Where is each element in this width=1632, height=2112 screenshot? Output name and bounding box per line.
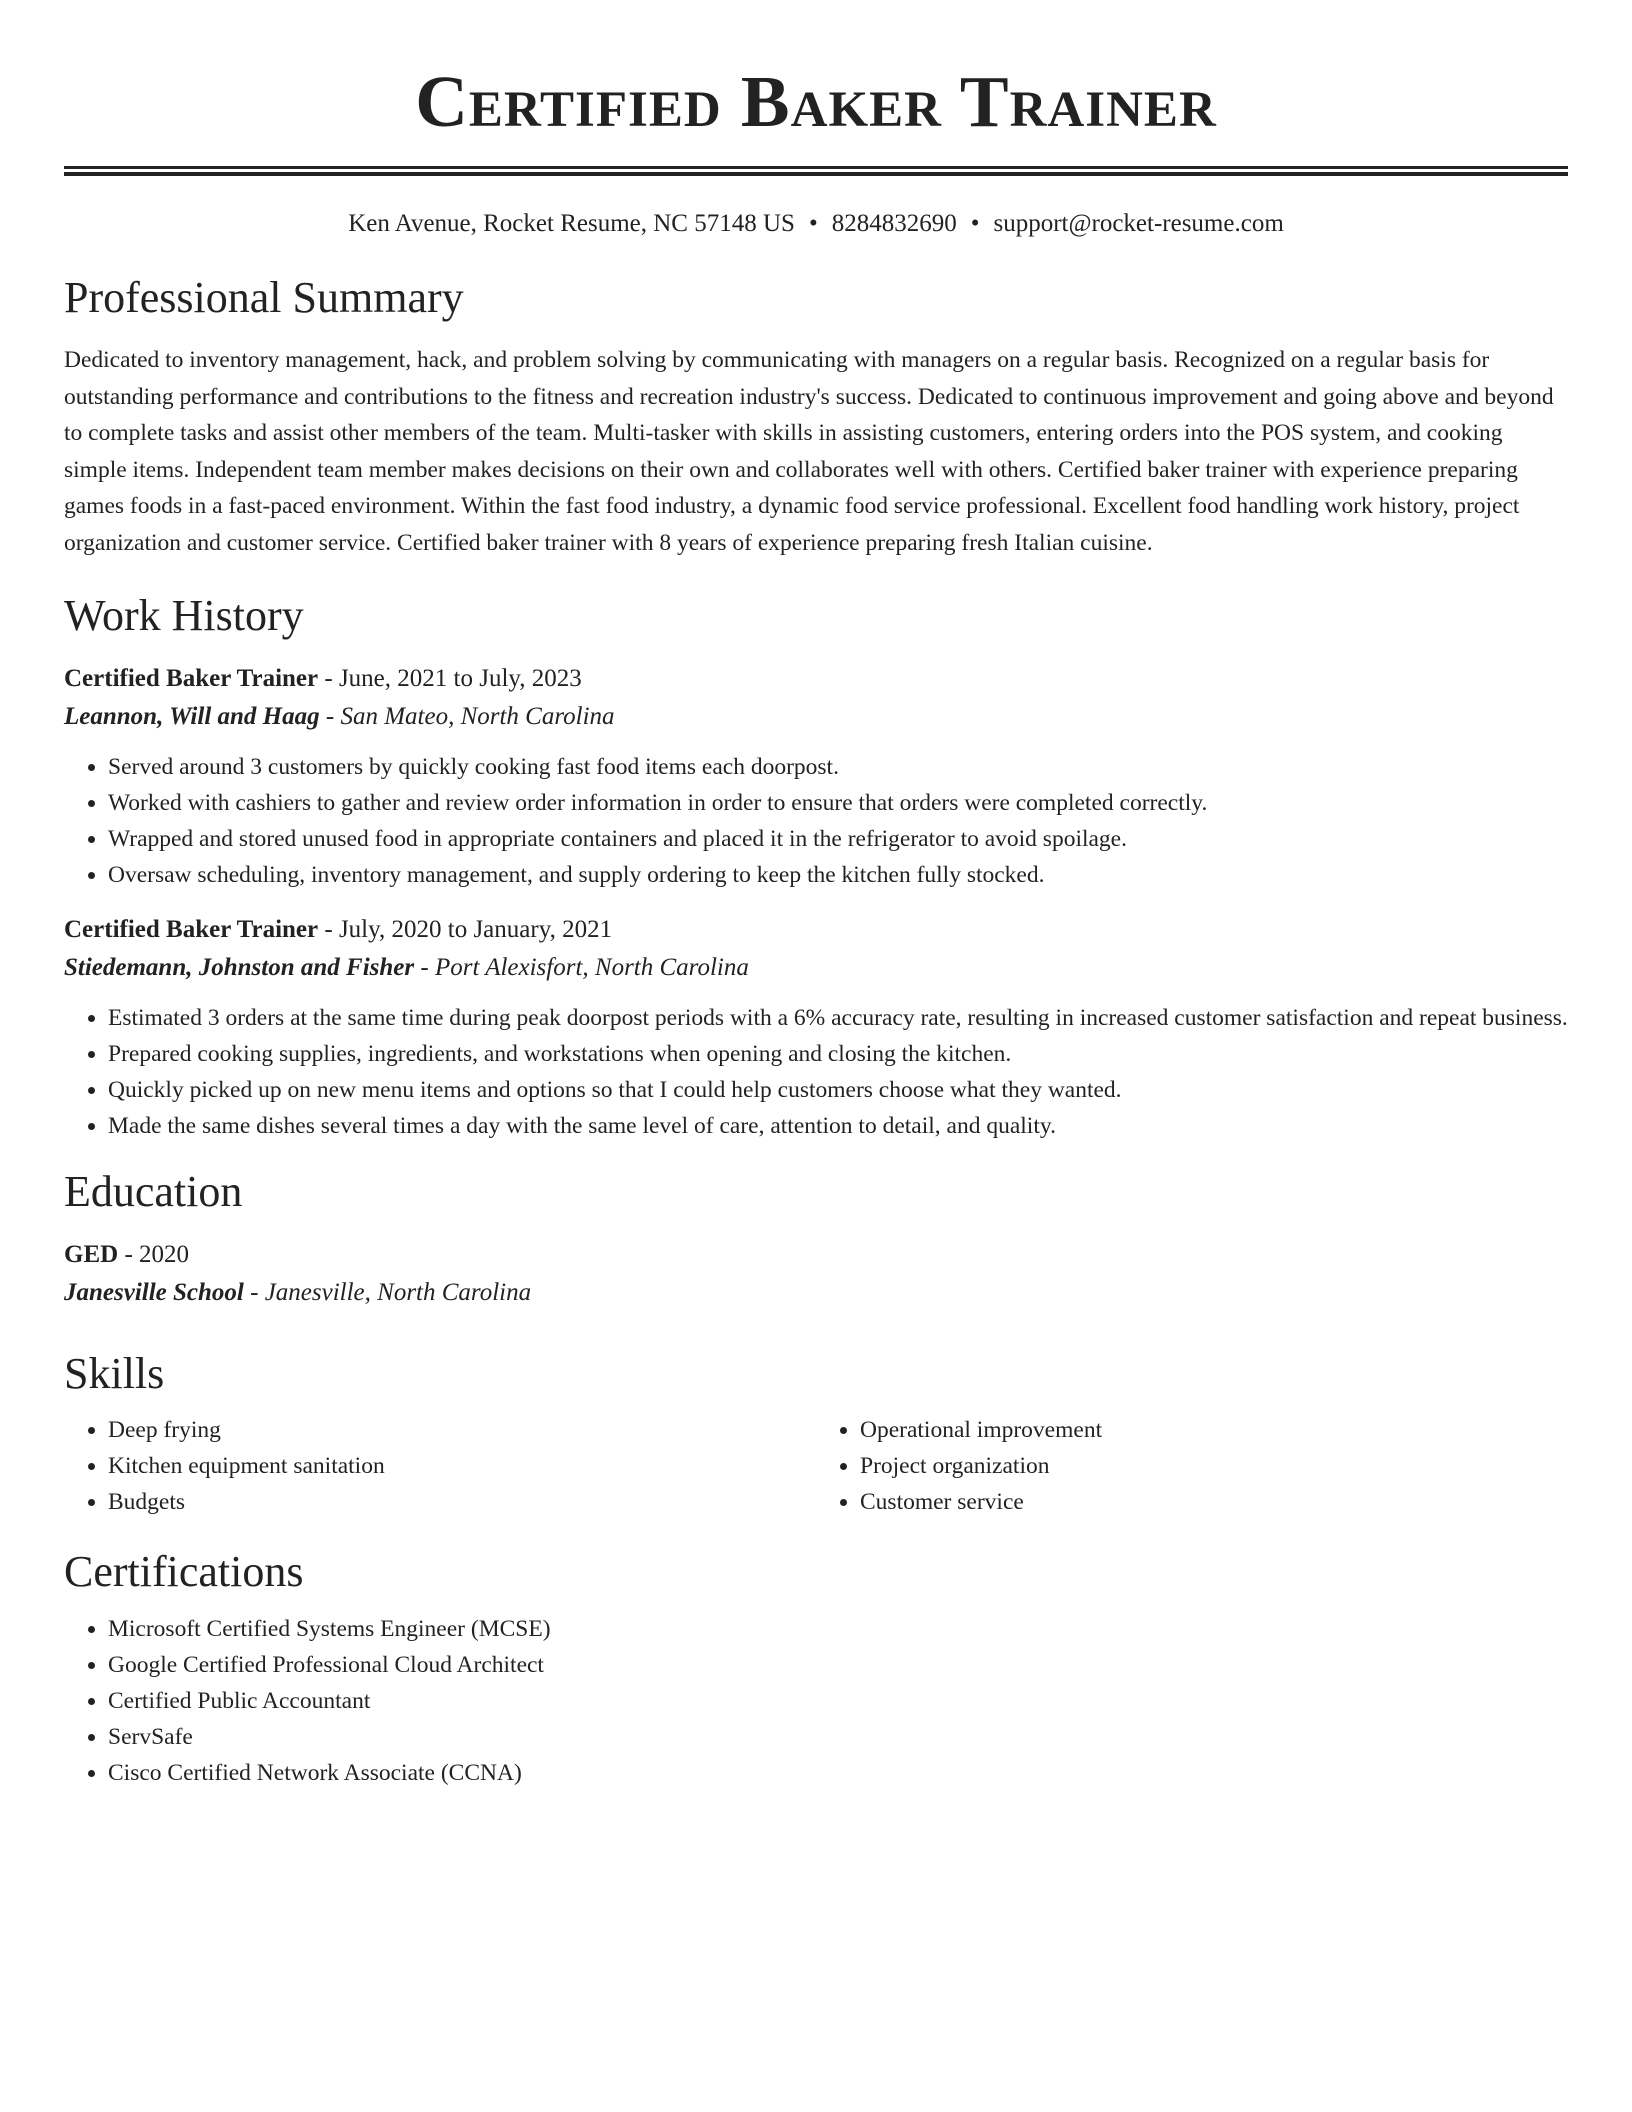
contact-phone: 8284832690: [831, 210, 957, 237]
list-item: • Operational improvement: [860, 1412, 1568, 1448]
job-bullets: [64, 1000, 1568, 1144]
list-item: • Microsoft Certified Systems Engineer (MCSE): [108, 1611, 1568, 1647]
job-location: San Mateo, North Carolina: [340, 702, 615, 730]
list-item: • Estimated 3 orders at the same time during peak doorpost periods with a 6% accuracy rate, resulting in increased customer satisfaction and repeat business.: [108, 1000, 1568, 1036]
job-company-line: [64, 949, 1568, 987]
job-company-line: [64, 698, 1568, 736]
list-item: • Customer service: [860, 1484, 1568, 1520]
job-title-line: [64, 911, 1568, 949]
skills-list-right: [816, 1412, 1568, 1520]
job-dates: June, 2021 to July, 2023: [338, 664, 582, 692]
skills-grid: [64, 1412, 1568, 1520]
summary-text: Dedicated to inventory management, hack, and problem solving by communicating with managers on a regular basis. Recognized on a regular basis for outstanding performance and contributions to the fitness and recreation industry's success. Dedicated to continuous improvement and going above and beyond to complete tasks and assist other members of the team. Multi-tasker with skills in assisting customers, entering orders into the POS system, and cooking simple items. Independent team member makes decisions on their own and collaborates well with others. Certified baker trainer with experience preparing games foods in a fast-paced environment. Within the fast food industry, a dynamic food service professional. Excellent food handling work history, project organization and customer service. Certified baker trainer with 8 years of experience preparing fresh Italian cuisine.: [64, 347, 1554, 556]
dash-separator: -: [243, 1278, 265, 1306]
list-item: • Worked with cashiers to gather and review order information in order to ensure that orders were completed correctly.: [108, 785, 1568, 821]
job-dates: July, 2020 to January, 2021: [338, 915, 613, 943]
dash-separator: -: [414, 953, 435, 981]
skills-heading: Skills: [64, 1348, 165, 1398]
contact-separator: •: [808, 210, 818, 237]
dash-separator: -: [318, 915, 339, 943]
contact-address: Ken Avenue, Rocket Resume, NC 57148 US: [348, 210, 795, 237]
list-item: • Made the same dishes several times a day with the same level of care, attention to detail, and quality.: [108, 1108, 1568, 1144]
job-company: Leannon, Will and Haag: [64, 702, 320, 730]
education-school: Janesville School: [64, 1278, 244, 1306]
resume-page: [64, 0, 1568, 1791]
job-position: Certified Baker Trainer: [64, 664, 319, 692]
work-history-heading: Work History: [64, 590, 304, 640]
job-location: Port Alexisfort, North Carolina: [434, 953, 749, 981]
list-item: • Kitchen equipment sanitation: [108, 1448, 816, 1484]
list-item: • Prepared cooking supplies, ingredients, and workstations when opening and closing the kitchen.: [108, 1036, 1568, 1072]
list-item: • Oversaw scheduling, inventory management, and supply ordering to keep the kitchen fully stocked.: [108, 857, 1568, 893]
education-degree-line: [64, 1236, 1568, 1274]
education-school-line: [64, 1274, 1568, 1312]
resume-name: Certified Baker Trainer: [415, 61, 1217, 142]
skills-list-left: [64, 1412, 816, 1520]
job-entry: [64, 911, 1568, 1144]
contact-separator: •: [970, 210, 980, 237]
list-item: • Budgets: [108, 1484, 816, 1520]
job-bullets: [64, 749, 1568, 893]
education-degree: GED: [64, 1240, 119, 1268]
list-item: • ServSafe: [108, 1719, 1568, 1755]
job-title-line: [64, 660, 1568, 698]
dash-separator: -: [318, 664, 339, 692]
list-item: • Cisco Certified Network Associate (CCNA): [108, 1755, 1568, 1791]
education-heading: Education: [64, 1166, 243, 1216]
contact-line: [64, 208, 1568, 240]
dash-separator: -: [118, 1240, 140, 1268]
job-position: Certified Baker Trainer: [64, 915, 319, 943]
header-double-rule: [64, 166, 1568, 176]
list-item: • Quickly picked up on new menu items and options so that I could help customers choose what they wanted.: [108, 1072, 1568, 1108]
dash-separator: -: [319, 702, 341, 730]
job-company: Stiedemann, Johnston and Fisher: [64, 953, 415, 981]
list-item: • Certified Public Accountant: [108, 1683, 1568, 1719]
contact-email: support@rocket-resume.com: [993, 210, 1284, 237]
education-year: 2020: [139, 1240, 190, 1268]
job-entry: [64, 660, 1568, 893]
certifications-list: [64, 1611, 1568, 1791]
certifications-heading: Certifications: [64, 1546, 304, 1596]
list-item: • Served around 3 customers by quickly cooking fast food items each doorpost.: [108, 749, 1568, 785]
list-item: • Project organization: [860, 1448, 1568, 1484]
summary-heading: Professional Summary: [64, 273, 464, 322]
list-item: • Wrapped and stored unused food in appropriate containers and placed it in the refrigerator to avoid spoilage.: [108, 821, 1568, 857]
education-location: Janesville, North Carolina: [264, 1278, 532, 1306]
list-item: • Google Certified Professional Cloud Architect: [108, 1647, 1568, 1683]
list-item: • Deep frying: [108, 1412, 816, 1448]
